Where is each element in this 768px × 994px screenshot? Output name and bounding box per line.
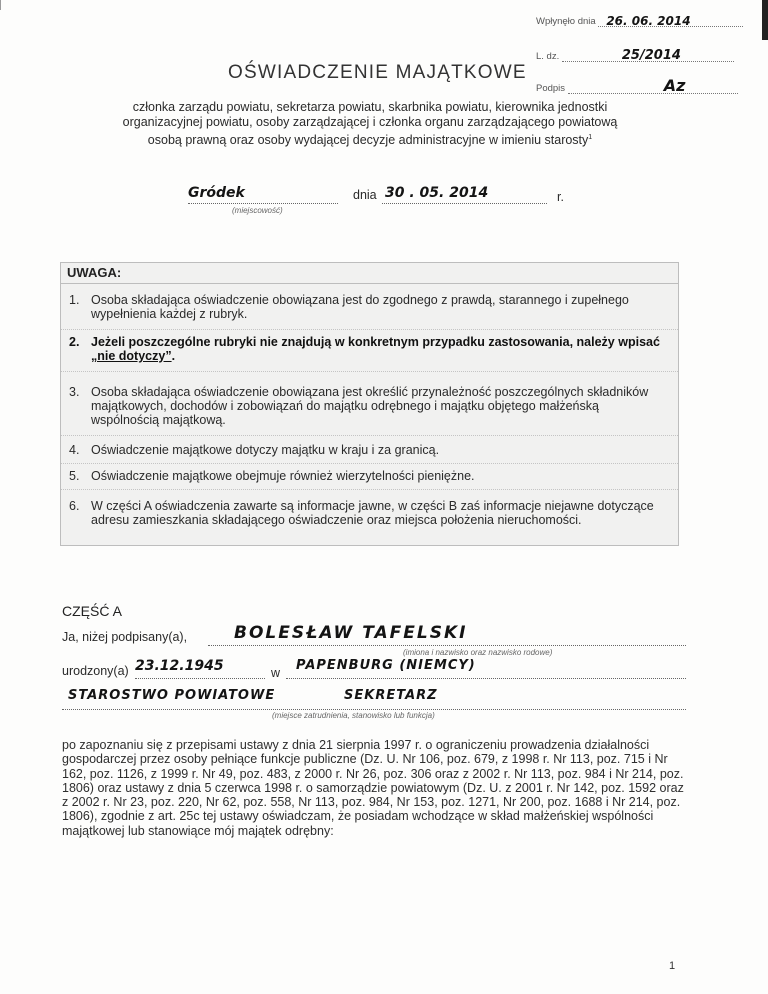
declaration-text: po zapoznaniu się z przepisami ustawy z dnia 21 sierpnia 1997 r. o ograniczeniu prowadzenia działalności gospodarczej przez osoby pełniące funkcje publiczne (Dz. U. Nr 106, poz. 679, z 1998 r. Nr 113, poz. 715 i Nr 162, poz. 1126, z 1999 r. Nr 49, poz. 483, z 2000 r. Nr 26, poz. 306 oraz z 2002 r. Nr 113, poz. 984 i Nr 214, poz. 1806) oraz ustawy z dnia 5 czerwca 1998 r. o samorządzie powiatowym (Dz. U. z 2001 r. Nr 142, poz. 1592 oraz z 2002 r. Nr 23, poz. 220, Nr 62, poz. 558, Nr 113, poz. 984, Nr 153, poz. 1271, Nr 200, poz. 1688 i Nr 214, poz. 1806), zgodnie z art. 25c tej ustawy oświadczam, że posiadam wchodzące w skład małżeńskiej wspólności majątkowej lub stanowiące mój majątek odrębny: bbox=[62, 738, 684, 838]
received-label: Wpłynęło dnia bbox=[536, 16, 596, 27]
signer-label: Ja, niżej podpisany(a), bbox=[62, 630, 188, 644]
born-in-label: w bbox=[271, 666, 281, 680]
warning-item: 6. W części A oświadczenia zawarte są informacje jawne, w części B zaś informacje niejawne dotyczące adresu zamieszkania składającego oświadczenie oraz miejsca położenia nieruchomości. bbox=[69, 499, 654, 527]
born-place-field bbox=[286, 659, 686, 679]
place-field bbox=[188, 187, 338, 204]
date-field bbox=[382, 187, 547, 204]
document-subtitle bbox=[120, 100, 620, 148]
warning-item: 3. Osoba składająca oświadczenie obowiązana jest określić przynależność poszczególnych składników majątkowych, dochodów i zobowiązań do majątku odrębnego i majątku objętego małżeńską wspólnością majątkową. bbox=[69, 385, 649, 427]
warning-item: 5. Oświadczenie majątkowe obejmuje również wierzytelności pieniężne. bbox=[69, 469, 475, 483]
subtitle-text: członka zarządu powiatu, sekretarza powiatu, skarbnika powiatu, kierownika jednostki organizacyjnej powiatu, osoby zarządzającej i członka organu zarządzającego powiatową osobą prawną oraz osoby wydającej decyzje administracyjne w imieniu starosty bbox=[122, 100, 618, 148]
received-date: 26. 06. 2014 bbox=[606, 14, 691, 28]
footnote-mark: 1 bbox=[588, 134, 593, 141]
date-suffix: r. bbox=[557, 190, 564, 204]
warning-box bbox=[60, 262, 679, 546]
warning-item: 4. Oświadczenie majątkowe dotyczy majątku w kraju i za granicą. bbox=[69, 443, 440, 457]
reg-row bbox=[536, 45, 734, 62]
scan-mark bbox=[762, 0, 768, 40]
received-row bbox=[536, 12, 743, 27]
employer-value: STAROSTWO POWIATOWE bbox=[68, 688, 276, 703]
date-value: 30 . 05. 2014 bbox=[385, 185, 489, 201]
employment-hint: (miejsce zatrudnienia, stanowisko lub funkcja) bbox=[272, 711, 435, 720]
sign-row bbox=[536, 76, 738, 95]
warning-item: 2. Jeżeli poszczególne rubryki nie znajdują w konkretnym przypadku zastosowania, należy wpisać „nie dotyczy”. bbox=[69, 335, 660, 363]
born-label: urodzony(a) bbox=[62, 664, 129, 678]
sign-label: Podpis bbox=[536, 83, 566, 94]
document-title: OŚWIADCZENIE MAJĄTKOWE bbox=[228, 62, 527, 83]
sign-initials: Az bbox=[663, 76, 686, 95]
signer-field bbox=[208, 623, 686, 646]
warning-heading: UWAGA: bbox=[61, 263, 678, 284]
signer-name: BOLESŁAW TAFELSKI bbox=[234, 623, 468, 643]
born-place: PAPENBURG (NIEMCY) bbox=[296, 658, 476, 673]
place-hint: (miejscowość) bbox=[232, 206, 283, 215]
reg-number: 25/2014 bbox=[621, 48, 681, 63]
part-a-heading: CZĘŚĆ A bbox=[62, 603, 122, 619]
date-label: dnia bbox=[353, 188, 377, 202]
not-applicable-phrase: „nie dotyczy” bbox=[91, 349, 172, 363]
employment-field bbox=[62, 688, 686, 710]
warning-item: 1. Osoba składająca oświadczenie obowiązana jest do zgodnego z prawdą, starannego i zupełnego wypełnienia każdej z rubryk. bbox=[69, 293, 629, 321]
position-value: SEKRETARZ bbox=[344, 688, 438, 703]
reg-label: L. dz. bbox=[536, 51, 560, 62]
signer-hint: (imiona i nazwisko oraz nazwisko rodowe) bbox=[403, 648, 553, 657]
born-date: 23.12.1945 bbox=[135, 658, 224, 674]
page-number: 1 bbox=[669, 960, 676, 972]
scan-mark bbox=[0, 0, 1, 10]
born-date-field bbox=[135, 659, 265, 679]
place-value: Gródek bbox=[188, 185, 245, 201]
